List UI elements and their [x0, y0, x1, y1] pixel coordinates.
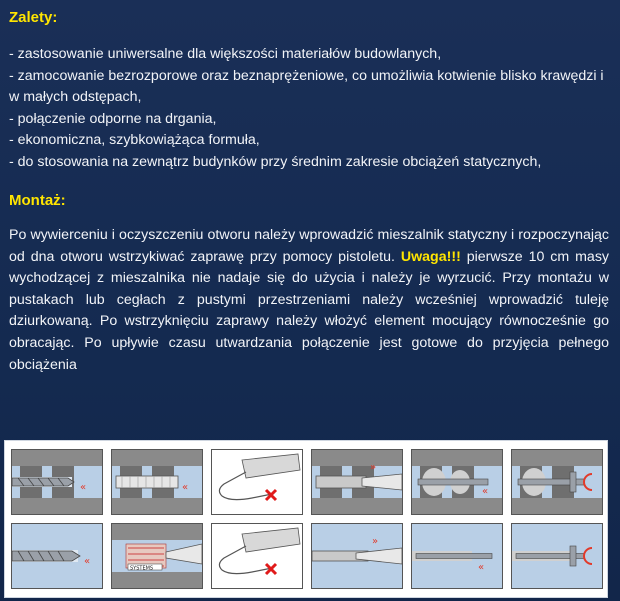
- installation-text-after: pierwsze 10 cm masy wychodzącej z mieszalnika nie nadaje się do użycia i należy je wyrzucić. Przy montażu w pustakach lub cegłach z pustymi przestrzeniami należy wcześniej wprowadzić tuleję dziurkowaną. Po wstrzyknięciu zaprawy należy włożyć element mocujący równocześnie go obracając. Po upływie czasu utwardzania połączenie jest gotowe do przyjęcia pełnego obciążenia: [9, 248, 610, 373]
- installation-paragraph: [9, 225, 609, 376]
- svg-text:«: «: [182, 482, 189, 493]
- svg-text:«: «: [478, 562, 485, 573]
- advantages-heading: Zalety:: [9, 9, 58, 26]
- advantages-list: [9, 44, 609, 173]
- step-solid-inject: [311, 523, 403, 589]
- svg-text:»: »: [372, 536, 379, 547]
- warning-label: Uwaga!!!: [400, 248, 461, 265]
- step-solid-discard: [211, 523, 303, 589]
- list-item: - do stosowania na zewnątrz budynków przy średnim zakresie obciążeń statycznych,: [9, 153, 542, 170]
- step-hollow-insert-rod: [411, 449, 503, 515]
- svg-text:«: «: [80, 482, 87, 493]
- step-hollow-discard: [211, 449, 303, 515]
- sleeve-label: SYSTEMS: [130, 565, 154, 572]
- list-item: - zamocowanie bezrozporowe oraz beznaprężeniowe, co umożliwia kotwienie blisko krawędzi i w małych odstępach,: [9, 67, 604, 105]
- list-item: - zastosowanie uniwersalne dla większości materiałów budowlanych,: [9, 46, 442, 62]
- list-item: - połączenie odporne na drgania,: [9, 110, 217, 127]
- svg-text:«: «: [84, 556, 91, 567]
- installation-diagram: [4, 440, 608, 598]
- svg-text:»: »: [370, 462, 377, 473]
- installation-heading: Montaż:: [9, 192, 66, 209]
- svg-text:«: «: [482, 486, 489, 497]
- step-hollow-sleeve: [111, 449, 203, 515]
- step-hollow-drill: [11, 449, 103, 515]
- step-hollow-inject: [311, 449, 403, 515]
- step-hollow-tighten: [511, 449, 603, 515]
- step-solid-tighten: [511, 523, 603, 589]
- step-solid-drill: [11, 523, 103, 589]
- installation-text-before: Po wywierceniu i oczyszczeniu otworu należy wprowadzić mieszalnik statyczny i rozpoczynając od dna otworu wstrzykiwać zaprawę przy pomocy pistoletu.: [9, 227, 609, 265]
- step-solid-clean: [111, 523, 203, 589]
- main-content: [9, 8, 609, 376]
- step-solid-insert-rod: [411, 523, 503, 589]
- list-item: - ekonomiczna, szybkowiążąca formuła,: [9, 132, 260, 148]
